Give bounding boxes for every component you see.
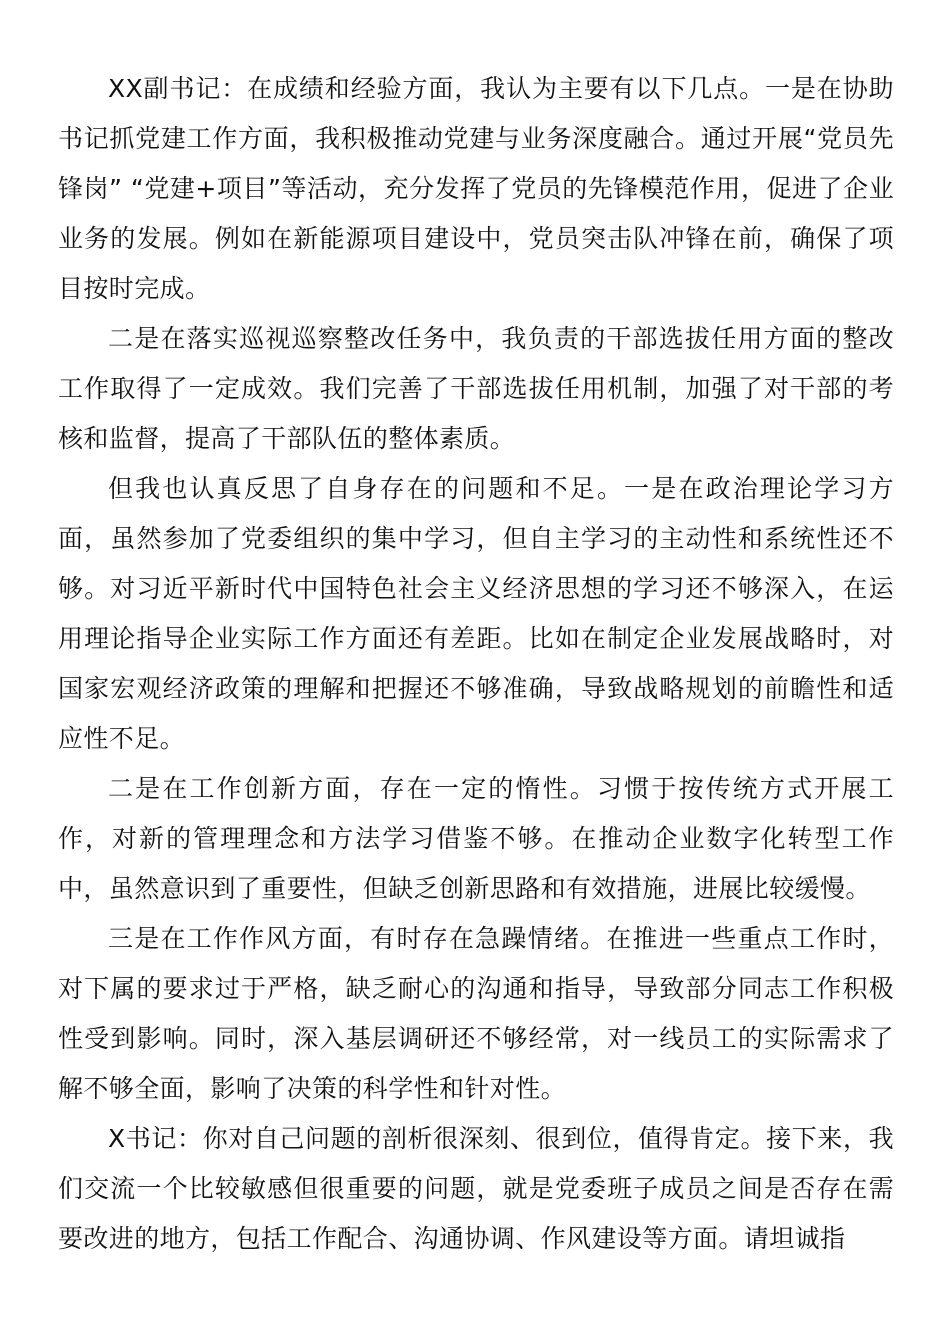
paragraph-inspection-rectification: 二是在落实巡视巡察整改任务中，我负责的干部选拔任用方面的整改工作取得了一定成效。我们完善了干部选拔任用机制，加强了对干部的考核和监督，提高了干部队伍的整体素质。 — [58, 324, 894, 453]
document-body — [58, 64, 894, 1264]
paragraph-work-innovation: 二是在工作创新方面，存在一定的惰性。习惯于按传统方式开展工作，对新的管理理念和方法学习借鉴不够。在推动企业数字化转型工作中，虽然意识到了重要性，但缺乏创新思路和有效措施，进展比较缓慢。 — [58, 774, 894, 903]
paragraph-deputy-secretary-achievements: XX副书记：在成绩和经验方面，我认为主要有以下几点。一是在协助书记抓党建工作方面，我积极推动党建与业务深度融合。通过开展“党员先锋岗” “党建+项目”等活动，充分发挥了党员的先锋模范作用，促进了企业业务的发展。例如在新能源项目建设中，党员突击队冲锋在前，确保了项目按时完成。 — [58, 74, 894, 303]
paragraph-work-style: 三是在工作作风方面，有时存在急躁情绪。在推进一些重点工作时，对下属的要求过于严格，缺乏耐心的沟通和指导，导致部分同志工作积极性受到影响。同时，深入基层调研还不够经常，对一线员工的实际需求了解不够全面，影响了决策的科学性和针对性。 — [58, 924, 894, 1103]
paragraph-secretary-response: X书记：你对自己问题的剖析很深刻、很到位，值得肯定。接下来，我们交流一个比较敏感但很重要的问题，就是党委班子成员之间是否存在需要改进的地方，包括工作配合、沟通协调、作风建设等方面。请坦诚指 — [58, 1124, 894, 1253]
paragraph-political-theory-study: 但我也认真反思了自身存在的问题和不足。一是在政治理论学习方面，虽然参加了党委组织的集中学习，但自主学习的主动性和系统性还不够。对习近平新时代中国特色社会主义经济思想的学习还不够深入，在运用理论指导企业实际工作方面还有差距。比如在制定企业发展战略时，对国家宏观经济政策的理解和把握还不够准确，导致战略规划的前瞻性和适应性不足。 — [58, 474, 894, 753]
